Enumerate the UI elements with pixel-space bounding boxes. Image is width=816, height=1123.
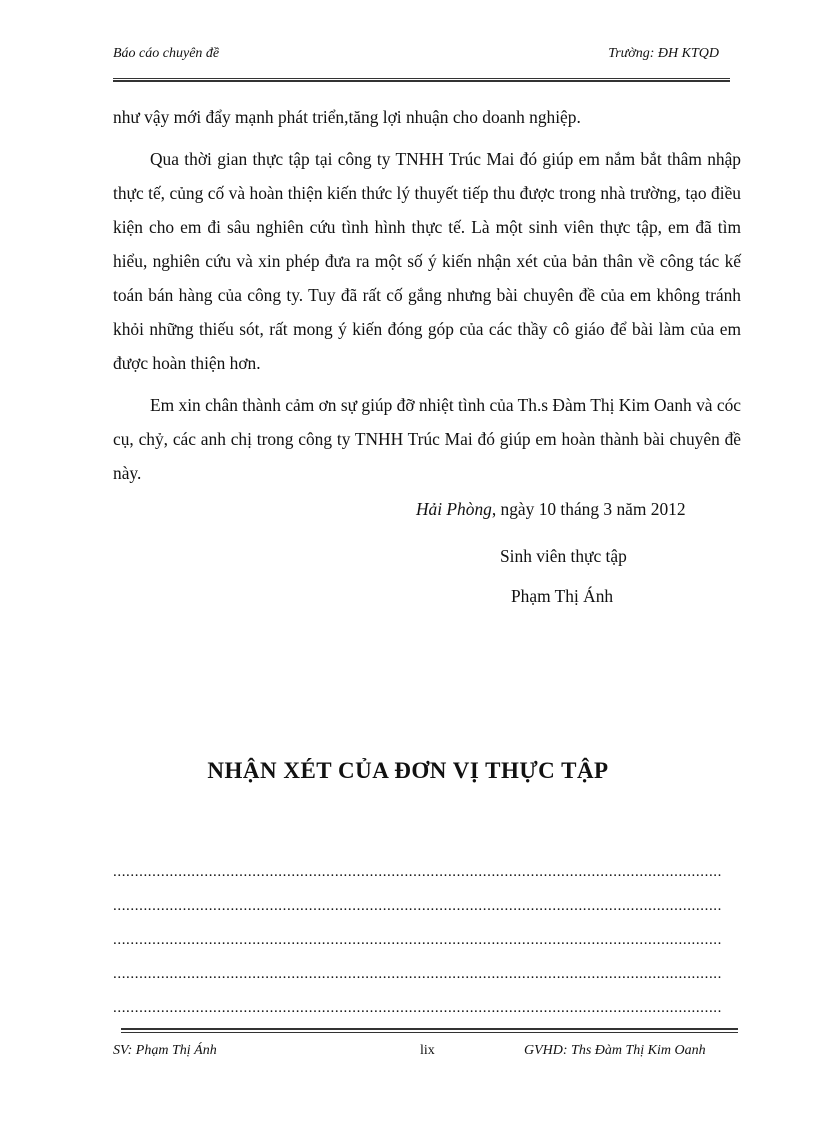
body-text — [113, 100, 741, 490]
paragraph-continuation: như vậy mới đẩy mạnh phát triển,tăng lợi nhuận cho doanh nghiệp. — [113, 107, 581, 127]
header-school: Trường: ĐH KTQD — [608, 46, 719, 61]
comment-dot-line: ............................................................................................................................................ — [113, 966, 722, 982]
footer-divider — [121, 1028, 738, 1033]
header-report-title: Báo cáo chuyên đề — [113, 46, 220, 61]
header-divider — [113, 78, 730, 82]
comment-dot-line: ............................................................................................................................................ — [113, 1000, 722, 1016]
footer-advisor: GVHD: Ths Đàm Thị Kim Oanh — [524, 1043, 706, 1058]
page-footer — [113, 1043, 756, 1063]
paragraph-thanks: Em xin chân thành cảm ơn sự giúp đỡ nhiệt tình của Th.s Đàm Thị Kim Oanh và cóc cụ, chỷ, các anh chị trong công ty TNHH Trúc Mai đó giúp em hoàn thành bài chuyên đề này. — [113, 395, 741, 483]
page-header — [113, 46, 727, 76]
comment-dot-line: ............................................................................................................................................ — [113, 898, 722, 914]
comment-dot-line: ............................................................................................................................................ — [113, 864, 722, 880]
footer-page-number: lix — [420, 1043, 435, 1058]
footer-student: SV: Phạm Thị Ánh — [113, 1043, 217, 1058]
signature-name: Phạm Thị Ánh — [511, 586, 614, 606]
paragraph-internship: Qua thời gian thực tập tại công ty TNHH Trúc Mai đó giúp em nắm bắt thâm nhập thực tế, củng cố và hoàn thiện kiến thức lý thuyết tiếp thu được trong nhà trường, tạo điều kiện cho em đi sâu nghiên cứu tình hình thực tế. Là một sinh viên thực tập, em đã tìm hiểu, nghiên cứu và xin phép đưa ra một số ý kiến nhận xét của bản thân về công tác kế toán bán hàng của công ty. Tuy đã rất cố gắng nhưng bài chuyên đề của em không tránh khỏi những thiếu sót, rất mong ý kiến đóng góp của các thầy cô giáo để bài làm của em được hoàn thiện hơn. — [113, 149, 741, 373]
signature-date — [416, 499, 686, 520]
signature-place: Hải Phòng — [416, 499, 492, 519]
comment-dot-line: ............................................................................................................................................ — [113, 932, 722, 948]
section-title: NHẬN XÉT CỦA ĐƠN VỊ THỰC TẬP — [207, 758, 609, 783]
signature-role: Sinh viên thực tập — [500, 546, 627, 566]
signature-date-text: , ngày 10 tháng 3 năm 2012 — [491, 499, 686, 519]
